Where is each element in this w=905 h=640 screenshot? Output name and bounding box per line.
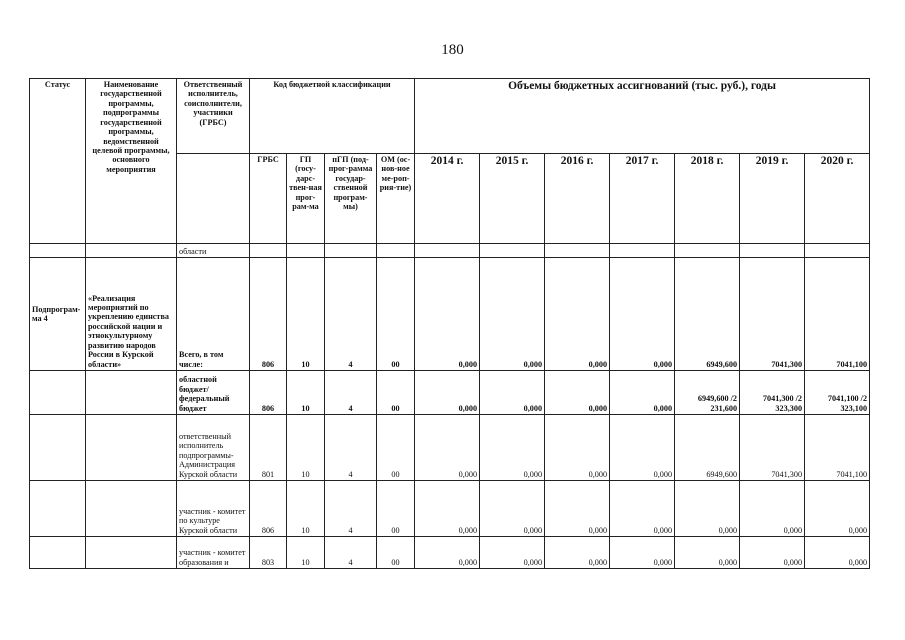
cell-2019: 7041,300 /2 323,300 bbox=[740, 371, 805, 415]
cell-pgp: 4 bbox=[325, 415, 377, 481]
header-2019: 2019 г. bbox=[740, 154, 805, 244]
cell-2016: 0,000 bbox=[545, 537, 610, 569]
header-volumes: Объемы бюджетных ассигнований (тыс. руб.), годы bbox=[415, 79, 870, 154]
cell-2018: 6949,600 bbox=[675, 415, 740, 481]
header-gp: ГП (госу-дарс-твен-ная прог-рам-ма bbox=[287, 154, 325, 244]
cell-2020: 0,000 bbox=[805, 481, 870, 537]
cell-grbs: 801 bbox=[250, 415, 287, 481]
header-2020: 2020 г. bbox=[805, 154, 870, 244]
cell-2020: 7041,100 bbox=[805, 415, 870, 481]
cell-om: 00 bbox=[377, 258, 415, 371]
cell-2014 bbox=[415, 244, 480, 258]
cell-2018: 6949,600 /2 231,600 bbox=[675, 371, 740, 415]
cell-2019: 7041,300 bbox=[740, 415, 805, 481]
cell-2017: 0,000 bbox=[610, 415, 675, 481]
cell-responsible: области bbox=[177, 244, 250, 258]
cell-2014: 0,000 bbox=[415, 537, 480, 569]
cell-2019: 0,000 bbox=[740, 481, 805, 537]
header-budget-code: Код бюджетной классификации bbox=[250, 79, 415, 154]
cell-gp bbox=[287, 244, 325, 258]
cell-2018 bbox=[675, 244, 740, 258]
cell-grbs: 803 bbox=[250, 537, 287, 569]
cell-2017: 0,000 bbox=[610, 481, 675, 537]
cell-2014: 0,000 bbox=[415, 371, 480, 415]
cell-2016: 0,000 bbox=[545, 258, 610, 371]
cell-responsible: ответственный исполнитель подпрограммы-Администрация Курской области bbox=[177, 415, 250, 481]
cell-2017: 0,000 bbox=[610, 371, 675, 415]
header-om: ОМ (ос-нов-ное ме-роп-рия-тие) bbox=[377, 154, 415, 244]
header-2018: 2018 г. bbox=[675, 154, 740, 244]
header-grbs: ГРБС bbox=[250, 154, 287, 244]
cell-2018: 0,000 bbox=[675, 481, 740, 537]
cell-2016: 0,000 bbox=[545, 415, 610, 481]
cell-2015: 0,000 bbox=[480, 537, 545, 569]
cell-om: 00 bbox=[377, 537, 415, 569]
header-2014: 2014 г. bbox=[415, 154, 480, 244]
cell-name bbox=[86, 415, 177, 481]
cell-pgp: 4 bbox=[325, 481, 377, 537]
header-responsible-empty bbox=[177, 154, 250, 244]
header-status: Статус bbox=[30, 79, 86, 244]
cell-2014: 0,000 bbox=[415, 415, 480, 481]
cell-2015: 0,000 bbox=[480, 371, 545, 415]
cell-name: «Реализация мероприятий по укреплению единства российской нации и этнокультурному развитию народов России в Курской области» bbox=[86, 258, 177, 371]
table-row bbox=[30, 371, 870, 415]
cell-2018: 6949,600 bbox=[675, 258, 740, 371]
cell-name bbox=[86, 537, 177, 569]
cell-2020: 7041,100 bbox=[805, 258, 870, 371]
header-2016: 2016 г. bbox=[545, 154, 610, 244]
table-row bbox=[30, 258, 870, 371]
cell-gp: 10 bbox=[287, 415, 325, 481]
page-number: 180 bbox=[441, 42, 464, 58]
table-row bbox=[30, 481, 870, 537]
cell-gp: 10 bbox=[287, 371, 325, 415]
header-2017: 2017 г. bbox=[610, 154, 675, 244]
header-2015: 2015 г. bbox=[480, 154, 545, 244]
budget-table bbox=[29, 78, 870, 569]
cell-2015: 0,000 bbox=[480, 481, 545, 537]
cell-2017: 0,000 bbox=[610, 537, 675, 569]
cell-grbs: 806 bbox=[250, 481, 287, 537]
cell-2016: 0,000 bbox=[545, 481, 610, 537]
cell-om: 00 bbox=[377, 481, 415, 537]
cell-status bbox=[30, 415, 86, 481]
cell-name bbox=[86, 371, 177, 415]
cell-2020: 7041,100 /2 323,100 bbox=[805, 371, 870, 415]
cell-status bbox=[30, 371, 86, 415]
cell-gp: 10 bbox=[287, 537, 325, 569]
cell-2015 bbox=[480, 244, 545, 258]
cell-2015: 0,000 bbox=[480, 415, 545, 481]
cell-2018: 0,000 bbox=[675, 537, 740, 569]
cell-om: 00 bbox=[377, 371, 415, 415]
cell-2020 bbox=[805, 244, 870, 258]
cell-pgp: 4 bbox=[325, 371, 377, 415]
cell-grbs: 806 bbox=[250, 371, 287, 415]
cell-2014: 0,000 bbox=[415, 481, 480, 537]
cell-2019: 7041,300 bbox=[740, 258, 805, 371]
cell-2020: 0,000 bbox=[805, 537, 870, 569]
cell-pgp: 4 bbox=[325, 537, 377, 569]
header-pgp: пГП (под-прог-рамма государ-ственной програм-мы) bbox=[325, 154, 377, 244]
cell-2016: 0,000 bbox=[545, 371, 610, 415]
cell-2019 bbox=[740, 244, 805, 258]
cell-pgp bbox=[325, 244, 377, 258]
cell-responsible: участник - комитет по культуре Курской области bbox=[177, 481, 250, 537]
cell-pgp: 4 bbox=[325, 258, 377, 371]
header-responsible: Ответственный исполнитель, соисполнители, участники (ГРБС) bbox=[177, 79, 250, 154]
cell-2019: 0,000 bbox=[740, 537, 805, 569]
cell-2015: 0,000 bbox=[480, 258, 545, 371]
cell-status bbox=[30, 537, 86, 569]
cell-name bbox=[86, 244, 177, 258]
cell-gp: 10 bbox=[287, 258, 325, 371]
cell-status bbox=[30, 481, 86, 537]
table-row bbox=[30, 244, 870, 258]
cell-2017: 0,000 bbox=[610, 258, 675, 371]
cell-status: Подпрограм-ма 4 bbox=[30, 258, 86, 371]
table-row bbox=[30, 537, 870, 569]
cell-om bbox=[377, 244, 415, 258]
cell-responsible: Всего, в том числе: bbox=[177, 258, 250, 371]
header-name: Наименование государственной программы, подпрограммы государственной программы, ведомственной целевой программы, основного мероприятия bbox=[86, 79, 177, 244]
cell-gp: 10 bbox=[287, 481, 325, 537]
cell-status bbox=[30, 244, 86, 258]
cell-grbs: 806 bbox=[250, 258, 287, 371]
cell-2017 bbox=[610, 244, 675, 258]
cell-2016 bbox=[545, 244, 610, 258]
cell-2014: 0,000 bbox=[415, 258, 480, 371]
table-row bbox=[30, 415, 870, 481]
header-row-1 bbox=[30, 79, 870, 154]
cell-grbs bbox=[250, 244, 287, 258]
cell-om: 00 bbox=[377, 415, 415, 481]
cell-responsible: областной бюджет/ федеральный бюджет bbox=[177, 371, 250, 415]
cell-name bbox=[86, 481, 177, 537]
cell-responsible: участник - комитет образования и bbox=[177, 537, 250, 569]
